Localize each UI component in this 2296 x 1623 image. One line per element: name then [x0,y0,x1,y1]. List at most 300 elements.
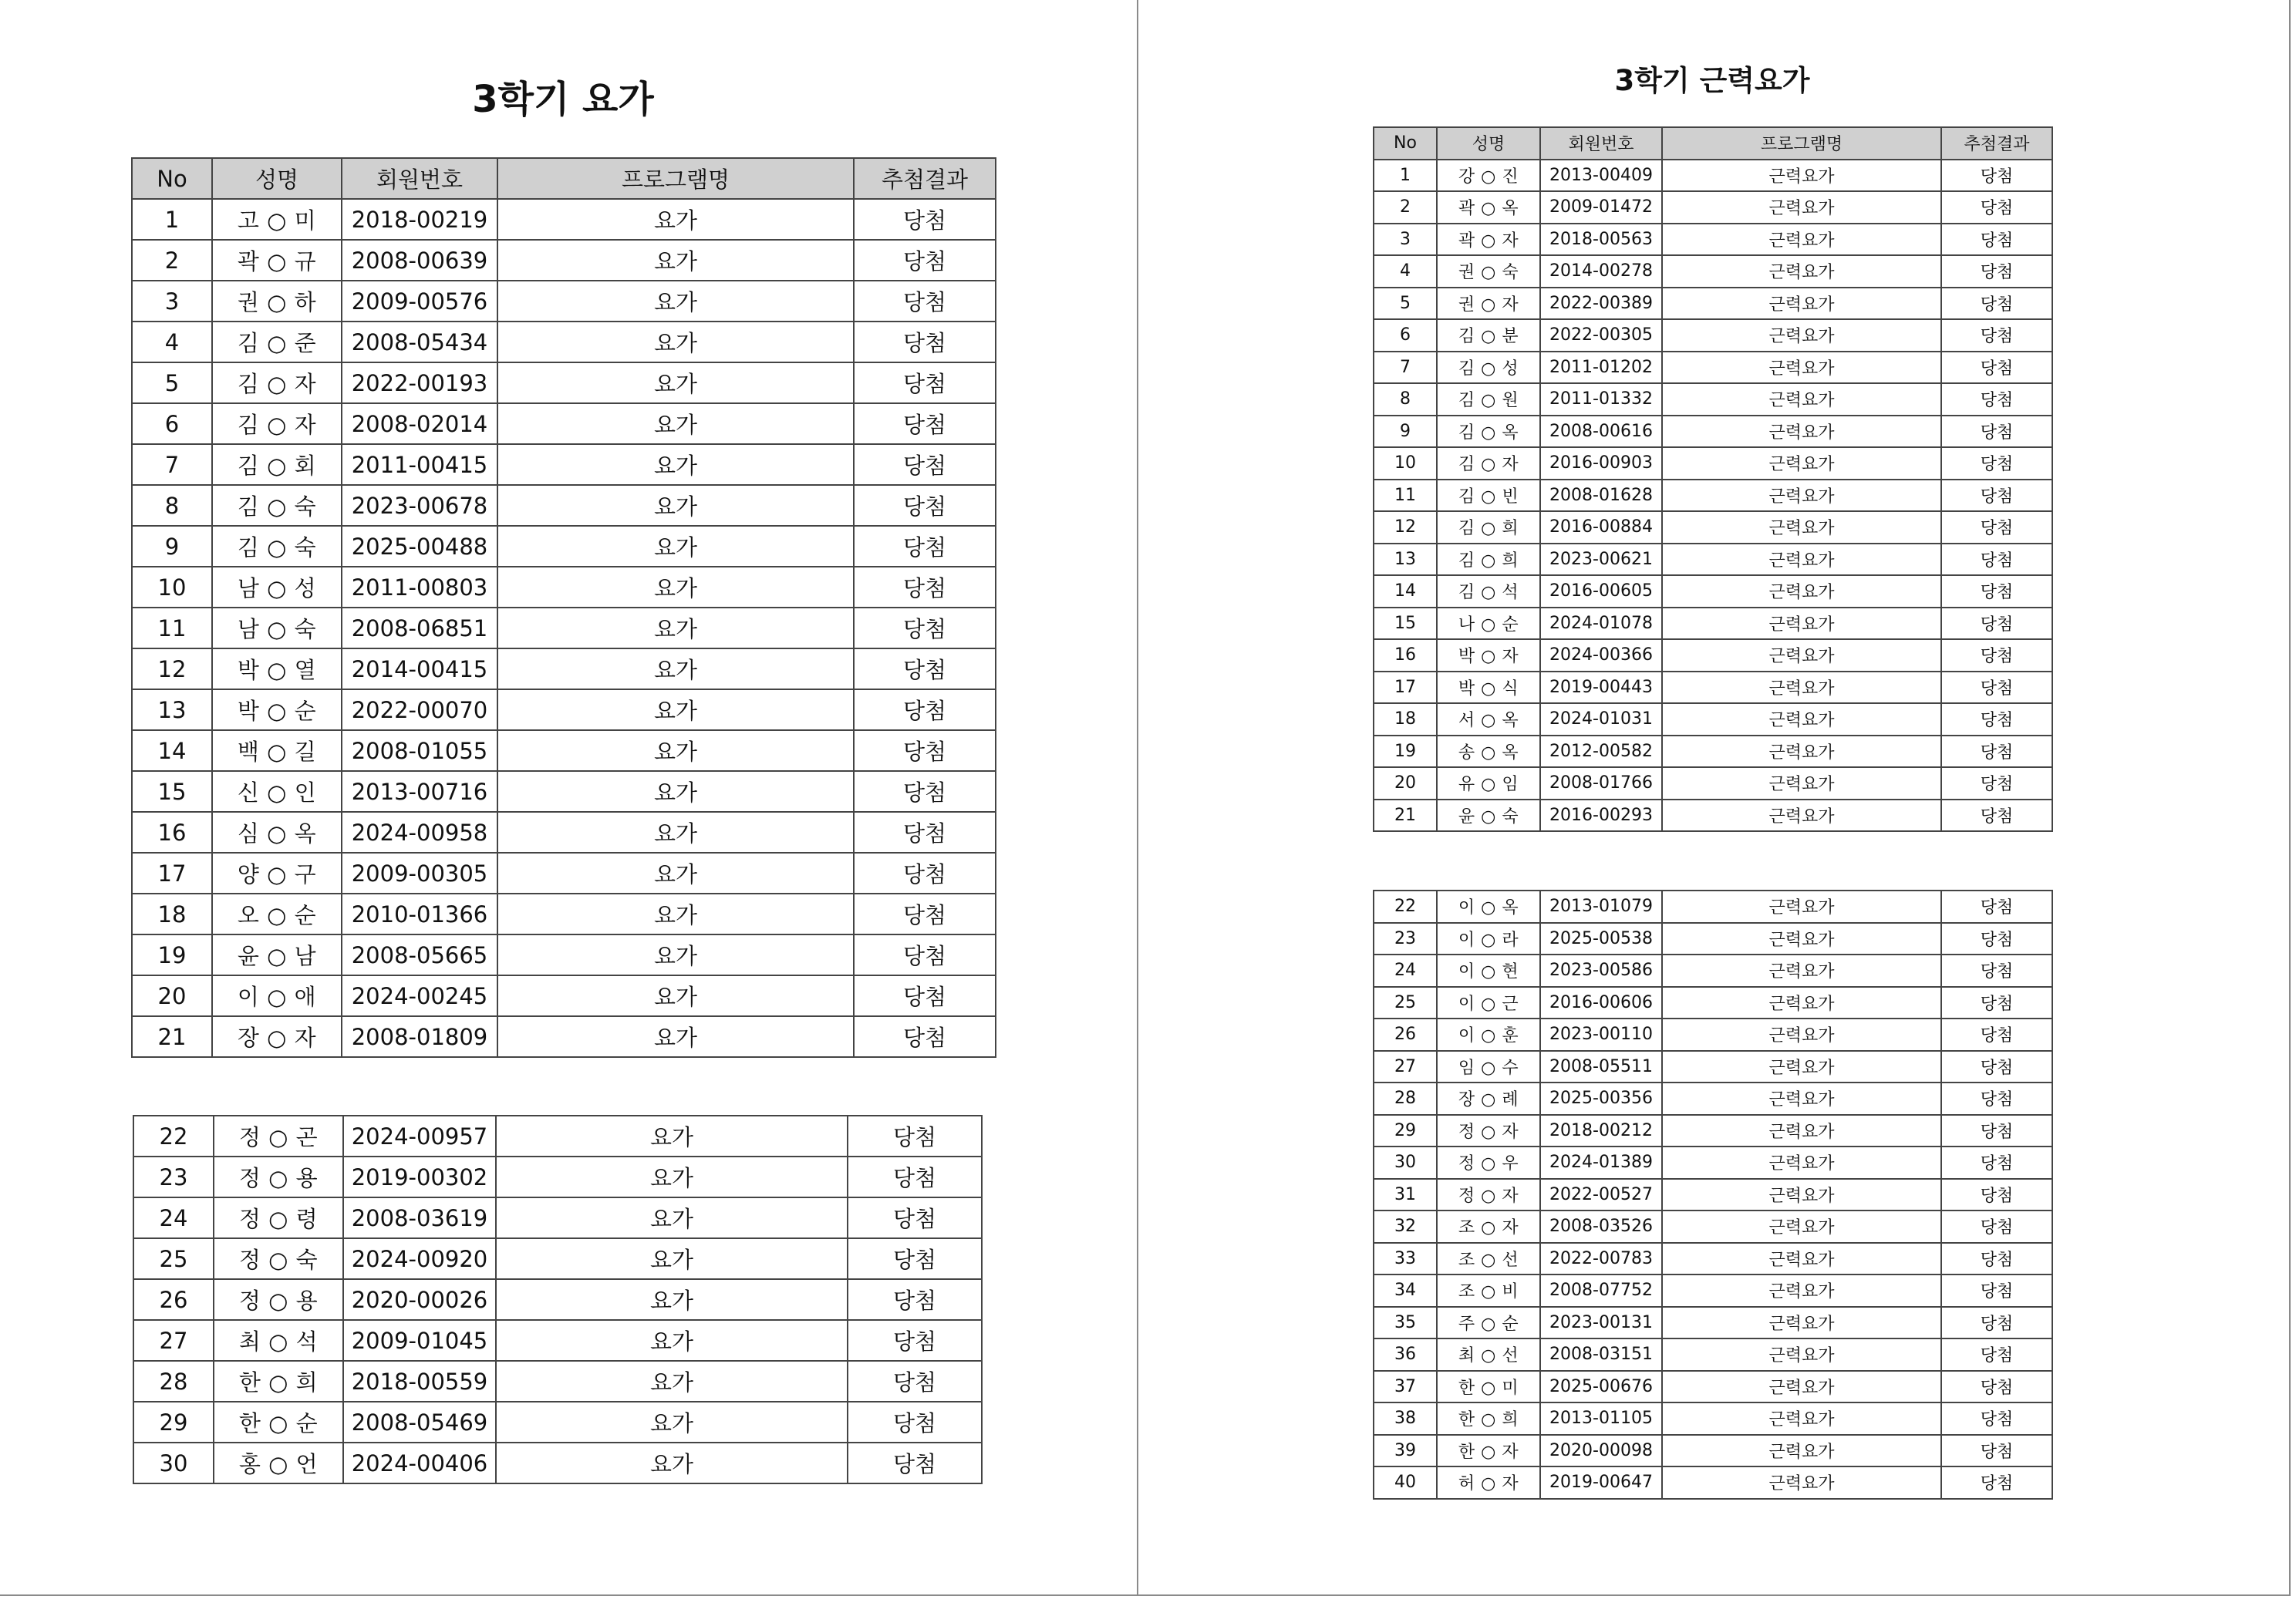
cell-result: 당첨 [1941,319,2052,352]
cell-program: 근력요가 [1662,416,1941,448]
cell-result: 당첨 [848,1197,982,1238]
cell-program: 근력요가 [1662,891,1941,923]
table-row [132,444,996,485]
page-bottom-edge [0,1594,2291,1596]
cell-result: 당첨 [848,1443,982,1483]
cell-no: 16 [132,812,212,853]
cell-name: 김 ○ 자 [1437,447,1540,480]
cell-no: 20 [1374,767,1437,800]
cell-no: 12 [132,648,212,689]
cell-name: 신 ○ 인 [212,771,342,812]
yoga-table-part2 [133,1115,983,1484]
cell-result: 당첨 [1941,1147,2052,1179]
cell-result: 당첨 [854,648,996,689]
cell-result: 당첨 [1941,575,2052,608]
cell-member-id: 2020-00098 [1540,1435,1662,1467]
cell-member-id: 2020-00026 [343,1279,496,1320]
cell-name: 김 ○ 석 [1437,575,1540,608]
cell-program: 근력요가 [1662,1147,1941,1179]
cell-name: 정 ○ 숙 [214,1238,343,1279]
header-member-id: 회원번호 [1540,127,1662,160]
cell-result: 당첨 [1941,1211,2052,1243]
cell-program: 근력요가 [1662,923,1941,955]
cell-name: 한 ○ 순 [214,1402,343,1443]
cell-program: 요가 [497,648,854,689]
cell-name: 정 ○ 용 [214,1279,343,1320]
cell-name: 박 ○ 열 [212,648,342,689]
cell-result: 당첨 [854,853,996,894]
cell-program: 요가 [496,1116,848,1157]
cell-result: 당첨 [1941,1179,2052,1211]
cell-member-id: 2008-01766 [1540,767,1662,800]
cell-name: 윤 ○ 숙 [1437,800,1540,832]
cell-program: 근력요가 [1662,1019,1941,1051]
cell-member-id: 2022-00193 [342,362,497,403]
table-row [132,689,996,730]
cell-result: 당첨 [854,322,996,362]
cell-name: 박 ○ 자 [1437,639,1540,672]
cell-result: 당첨 [848,1320,982,1361]
cell-member-id: 2024-01389 [1540,1147,1662,1179]
table-row [132,648,996,689]
cell-result: 당첨 [1941,736,2052,768]
cell-name: 곽 ○ 규 [212,240,342,281]
cell-program: 근력요가 [1662,544,1941,576]
cell-no: 13 [1374,544,1437,576]
cell-program: 근력요가 [1662,703,1941,736]
cell-program: 요가 [496,1157,848,1197]
cell-no: 22 [133,1116,214,1157]
cell-program: 근력요가 [1662,1083,1941,1115]
table-header-row [1374,127,2052,160]
header-name: 성명 [212,158,342,199]
cell-member-id: 2009-01472 [1540,191,1662,224]
cell-name: 정 ○ 자 [1437,1179,1540,1211]
cell-program: 근력요가 [1662,1115,1941,1147]
cell-member-id: 2008-05434 [342,322,497,362]
cell-result: 당첨 [1941,1466,2052,1499]
cell-program: 요가 [497,812,854,853]
cell-result: 당첨 [1941,255,2052,288]
cell-member-id: 2019-00647 [1540,1466,1662,1499]
cell-result: 당첨 [854,526,996,567]
cell-result: 당첨 [848,1402,982,1443]
cell-no: 20 [132,975,212,1016]
cell-member-id: 2022-00389 [1540,288,1662,320]
table-row [1374,480,2052,512]
header-no: No [1374,127,1437,160]
cell-program: 근력요가 [1662,955,1941,987]
cell-member-id: 2023-00678 [342,485,497,526]
table-row [1374,672,2052,704]
cell-no: 18 [1374,703,1437,736]
cell-result: 당첨 [854,894,996,934]
cell-member-id: 2008-01628 [1540,480,1662,512]
cell-member-id: 2022-00783 [1540,1243,1662,1275]
cell-result: 당첨 [1941,1435,2052,1467]
cell-no: 27 [1374,1051,1437,1083]
table-row [132,567,996,608]
table-row [1374,1115,2052,1147]
cell-program: 요가 [497,199,854,240]
cell-member-id: 2011-00415 [342,444,497,485]
cell-program: 요가 [496,1361,848,1402]
cell-result: 당첨 [854,567,996,608]
cell-result: 당첨 [854,199,996,240]
cell-no: 27 [133,1320,214,1361]
cell-member-id: 2008-00639 [342,240,497,281]
cell-member-id: 2018-00219 [342,199,497,240]
cell-program: 요가 [496,1443,848,1483]
cell-no: 32 [1374,1211,1437,1243]
cell-member-id: 2008-00616 [1540,416,1662,448]
cell-name: 정 ○ 우 [1437,1147,1540,1179]
cell-no: 10 [132,567,212,608]
cell-name: 정 ○ 자 [1437,1115,1540,1147]
cell-program: 근력요가 [1662,447,1941,480]
table-row [1374,1338,2052,1371]
table-row [132,403,996,444]
cell-no: 24 [133,1197,214,1238]
table-row [1374,1211,2052,1243]
cell-member-id: 2024-01078 [1540,608,1662,640]
cell-no: 6 [132,403,212,444]
cell-program: 근력요가 [1662,224,1941,256]
cell-program: 근력요가 [1662,1338,1941,1371]
cell-member-id: 2019-00302 [343,1157,496,1197]
cell-result: 당첨 [848,1116,982,1157]
table-row [132,812,996,853]
cell-program: 근력요가 [1662,1435,1941,1467]
cell-member-id: 2024-01031 [1540,703,1662,736]
cell-result: 당첨 [1941,416,2052,448]
cell-result: 당첨 [1941,1402,2052,1435]
cell-no: 21 [1374,800,1437,832]
cell-no: 36 [1374,1338,1437,1371]
cell-program: 요가 [497,322,854,362]
cell-name: 주 ○ 순 [1437,1307,1540,1339]
cell-program: 근력요가 [1662,1211,1941,1243]
table-row [133,1197,982,1238]
cell-program: 요가 [497,934,854,975]
cell-no: 28 [133,1361,214,1402]
table-row [1374,955,2052,987]
cell-no: 12 [1374,511,1437,544]
cell-program: 근력요가 [1662,672,1941,704]
cell-no: 15 [132,771,212,812]
cell-member-id: 2008-05511 [1540,1051,1662,1083]
cell-no: 11 [1374,480,1437,512]
cell-member-id: 2024-00366 [1540,639,1662,672]
header-result: 추첨결과 [1941,127,2052,160]
cell-name: 곽 ○ 자 [1437,224,1540,256]
table-row [132,526,996,567]
cell-result: 당첨 [1941,1371,2052,1403]
cell-name: 김 ○ 분 [1437,319,1540,352]
cell-program: 요가 [497,567,854,608]
cell-no: 37 [1374,1371,1437,1403]
table-header-row [132,158,996,199]
cell-member-id: 2016-00293 [1540,800,1662,832]
cell-name: 김 ○ 성 [1437,352,1540,384]
cell-name: 권 ○ 자 [1437,288,1540,320]
cell-result: 당첨 [854,812,996,853]
cell-result: 당첨 [1941,352,2052,384]
table-row [133,1320,982,1361]
cell-no: 14 [1374,575,1437,608]
cell-no: 3 [1374,224,1437,256]
cell-no: 30 [1374,1147,1437,1179]
cell-member-id: 2008-03151 [1540,1338,1662,1371]
cell-result: 당첨 [1941,480,2052,512]
cell-result: 당첨 [1941,1338,2052,1371]
cell-program: 근력요가 [1662,191,1941,224]
cell-name: 박 ○ 식 [1437,672,1540,704]
table-row [132,281,996,322]
cell-result: 당첨 [1941,639,2052,672]
cell-result: 당첨 [1941,1019,2052,1051]
cell-member-id: 2024-00957 [343,1116,496,1157]
table-row [1374,1466,2052,1499]
cell-result: 당첨 [1941,1115,2052,1147]
table-row [132,771,996,812]
cell-no: 7 [1374,352,1437,384]
cell-name: 양 ○ 구 [212,853,342,894]
cell-name: 정 ○ 령 [214,1197,343,1238]
cell-name: 윤 ○ 남 [212,934,342,975]
cell-no: 40 [1374,1466,1437,1499]
cell-name: 이 ○ 훈 [1437,1019,1540,1051]
cell-no: 11 [132,608,212,648]
table-row [1374,736,2052,768]
cell-result: 당첨 [1941,191,2052,224]
cell-no: 33 [1374,1243,1437,1275]
cell-name: 한 ○ 희 [1437,1402,1540,1435]
cell-name: 최 ○ 석 [214,1320,343,1361]
table-row [1374,1243,2052,1275]
table-row [1374,639,2052,672]
table-row [132,934,996,975]
cell-result: 당첨 [1941,923,2052,955]
cell-program: 요가 [496,1402,848,1443]
cell-member-id: 2019-00443 [1540,672,1662,704]
cell-no: 25 [133,1238,214,1279]
cell-result: 당첨 [848,1279,982,1320]
cell-no: 2 [1374,191,1437,224]
cell-name: 한 ○ 미 [1437,1371,1540,1403]
cell-result: 당첨 [854,240,996,281]
table-row [133,1361,982,1402]
cell-result: 당첨 [854,689,996,730]
table-row [1374,1307,2052,1339]
cell-member-id: 2022-00070 [342,689,497,730]
cell-program: 요가 [497,362,854,403]
cell-member-id: 2014-00415 [342,648,497,689]
cell-result: 당첨 [1941,800,2052,832]
table-row [1374,255,2052,288]
cell-no: 19 [132,934,212,975]
cell-no: 39 [1374,1435,1437,1467]
table-row [1374,288,2052,320]
cell-no: 17 [132,853,212,894]
cell-no: 16 [1374,639,1437,672]
cell-result: 당첨 [854,1016,996,1057]
table-row [1374,703,2052,736]
cell-member-id: 2023-00586 [1540,955,1662,987]
cell-name: 장 ○ 례 [1437,1083,1540,1115]
table-row [133,1402,982,1443]
cell-program: 근력요가 [1662,160,1941,192]
cell-member-id: 2010-01366 [342,894,497,934]
table-row [1374,608,2052,640]
cell-name: 홍 ○ 언 [214,1443,343,1483]
cell-no: 1 [1374,160,1437,192]
cell-no: 13 [132,689,212,730]
cell-name: 송 ○ 옥 [1437,736,1540,768]
cell-member-id: 2025-00488 [342,526,497,567]
cell-result: 당첨 [854,730,996,771]
cell-program: 근력요가 [1662,800,1941,832]
cell-result: 당첨 [1941,224,2052,256]
cell-result: 당첨 [1941,767,2052,800]
cell-name: 남 ○ 성 [212,567,342,608]
cell-member-id: 2023-00110 [1540,1019,1662,1051]
table-row [132,322,996,362]
cell-no: 34 [1374,1274,1437,1307]
cell-result: 당첨 [1941,1307,2052,1339]
cell-result: 당첨 [1941,447,2052,480]
table-row [132,975,996,1016]
cell-member-id: 2008-03619 [343,1197,496,1238]
cell-name: 이 ○ 애 [212,975,342,1016]
cell-program: 근력요가 [1662,511,1941,544]
cell-name: 조 ○ 비 [1437,1274,1540,1307]
table-row [132,485,996,526]
cell-no: 8 [132,485,212,526]
cell-program: 근력요가 [1662,1051,1941,1083]
cell-no: 9 [132,526,212,567]
cell-program: 요가 [497,894,854,934]
cell-no: 29 [133,1402,214,1443]
header-no: No [132,158,212,199]
cell-result: 당첨 [854,403,996,444]
cell-member-id: 2022-00305 [1540,319,1662,352]
cell-no: 5 [1374,288,1437,320]
cell-result: 당첨 [1941,608,2052,640]
cell-member-id: 2013-00716 [342,771,497,812]
cell-member-id: 2008-01809 [342,1016,497,1057]
table-row [1374,224,2052,256]
cell-program: 근력요가 [1662,736,1941,768]
cell-program: 근력요가 [1662,1243,1941,1275]
header-program: 프로그램명 [1662,127,1941,160]
cell-member-id: 2016-00884 [1540,511,1662,544]
cell-name: 김 ○ 숙 [212,485,342,526]
cell-program: 요가 [496,1238,848,1279]
cell-member-id: 2008-03526 [1540,1211,1662,1243]
cell-program: 근력요가 [1662,575,1941,608]
cell-member-id: 2022-00527 [1540,1179,1662,1211]
table-row [1374,416,2052,448]
cell-result: 당첨 [854,608,996,648]
table-row [132,730,996,771]
cell-name: 김 ○ 자 [212,403,342,444]
cell-result: 당첨 [1941,987,2052,1019]
cell-result: 당첨 [854,934,996,975]
cell-program: 요가 [497,608,854,648]
cell-no: 19 [1374,736,1437,768]
cell-name: 장 ○ 자 [212,1016,342,1057]
cell-result: 당첨 [1941,544,2052,576]
cell-member-id: 2025-00676 [1540,1371,1662,1403]
header-program: 프로그램명 [497,158,854,199]
cell-no: 26 [1374,1019,1437,1051]
cell-program: 근력요가 [1662,987,1941,1019]
cell-program: 요가 [497,689,854,730]
cell-program: 근력요가 [1662,1466,1941,1499]
cell-member-id: 2024-00245 [342,975,497,1016]
cell-member-id: 2016-00605 [1540,575,1662,608]
cell-program: 요가 [497,975,854,1016]
cell-program: 근력요가 [1662,1274,1941,1307]
cell-name: 김 ○ 숙 [212,526,342,567]
cell-no: 31 [1374,1179,1437,1211]
cell-result: 당첨 [854,485,996,526]
cell-name: 이 ○ 라 [1437,923,1540,955]
cell-name: 김 ○ 준 [212,322,342,362]
cell-name: 최 ○ 선 [1437,1338,1540,1371]
cell-member-id: 2013-01079 [1540,891,1662,923]
cell-name: 오 ○ 순 [212,894,342,934]
cell-member-id: 2024-00958 [342,812,497,853]
cell-member-id: 2018-00212 [1540,1115,1662,1147]
cell-result: 당첨 [1941,1243,2052,1275]
cell-no: 4 [132,322,212,362]
cell-name: 심 ○ 옥 [212,812,342,853]
cell-member-id: 2018-00563 [1540,224,1662,256]
cell-no: 28 [1374,1083,1437,1115]
table-row [1374,1019,2052,1051]
cell-program: 요가 [497,526,854,567]
cell-name: 이 ○ 현 [1437,955,1540,987]
table-row [133,1116,982,1157]
cell-program: 근력요가 [1662,383,1941,416]
cell-name: 한 ○ 희 [214,1361,343,1402]
cell-member-id: 2013-01105 [1540,1402,1662,1435]
cell-no: 6 [1374,319,1437,352]
table-row [1374,544,2052,576]
table-row [132,608,996,648]
cell-no: 30 [133,1443,214,1483]
cell-no: 24 [1374,955,1437,987]
table-row [132,199,996,240]
yoga-table-part1 [131,157,996,1058]
cell-program: 요가 [496,1197,848,1238]
table-row [132,1016,996,1057]
cell-member-id: 2024-00920 [343,1238,496,1279]
cell-member-id: 2023-00621 [1540,544,1662,576]
cell-no: 5 [132,362,212,403]
table-row [132,362,996,403]
cell-member-id: 2014-00278 [1540,255,1662,288]
cell-program: 요가 [496,1279,848,1320]
table-row [1374,511,2052,544]
cell-name: 허 ○ 자 [1437,1466,1540,1499]
cell-name: 조 ○ 자 [1437,1211,1540,1243]
table-row [133,1279,982,1320]
cell-name: 이 ○ 옥 [1437,891,1540,923]
cell-result: 당첨 [854,771,996,812]
